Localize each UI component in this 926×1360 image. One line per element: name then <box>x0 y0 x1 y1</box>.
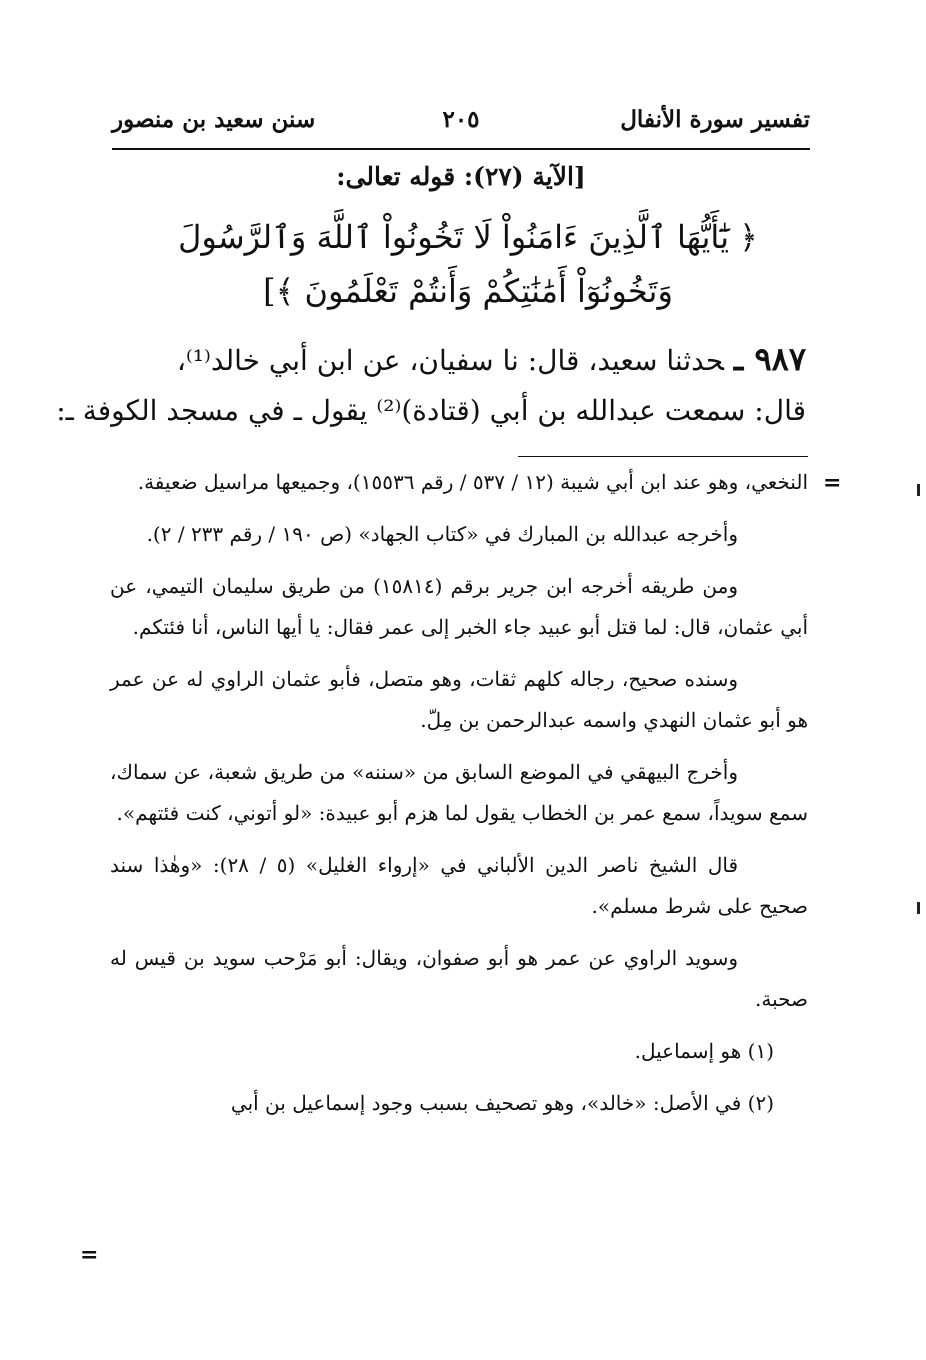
footnote-2: (٢) في الأصل: «خالد»، وهو تصحيف بسبب وجود إسماعيل بن أبي <box>230 1091 774 1115</box>
note-paragraph: وسنده صحيح، رجاله كلهم ثقات، وهو متصل، فأبو عثمان الراوي له عن عمر هو أبو عثمان النهدي واسمه عبدالرحمن بن مِلّ. <box>110 667 808 732</box>
note-paragraph: قال الشيخ ناصر الدين الألباني في «إرواء الغليل» (٥ / ٢٨): «وهٰذا سند صحيح على شرط مسلم». <box>110 853 808 918</box>
footnote-1: (١) هو إسماعيل. <box>634 1039 774 1063</box>
note-paragraph: وسويد الراوي عن عمر هو أبو صفوان، ويقال: أبو مَرْحب سويد بن قيس له صحبة. <box>110 946 808 1011</box>
footnote-separator <box>518 456 808 457</box>
header-surah-title: تفسير سورة الأنفال <box>620 106 810 133</box>
note-paragraph: ومن طريقه أخرجه ابن جرير برقم (١٥٨١٤) من طريق سليمان التيمي، عن أبي عثمان، قال: لما قتل أبو عبيد جاء الخبر إلى عمر فقال: يا أيها الناس، أنا فئتكم. <box>110 574 808 639</box>
continuation-mark: = <box>823 470 842 496</box>
page-number: ٢٠٥ <box>442 106 480 133</box>
hadith-number: ٩٨٧ ـ <box>733 340 806 378</box>
verse-heading: [الآية (٢٧): قوله تعالى: <box>336 162 586 191</box>
margin-mark <box>917 484 920 496</box>
note-paragraph: وأخرجه عبدالله بن المبارك في «كتاب الجهاد» (ص ١٩٠ / رقم ٢٣٣ / ٢). <box>146 522 738 546</box>
quran-verse-line-1: ﴿ يَٰٓأَيُّهَا ٱلَّذِينَ ءَامَنُواْ لَا تَخُونُواْ ٱللَّهَ وَٱلرَّسُولَ <box>178 218 758 256</box>
continuation-mark-end: = <box>80 1242 99 1268</box>
hadith-text-1: حدثنا سعيد، قال: نا سفيان، عن ابن أبي خالد⁽¹⁾، <box>176 344 724 377</box>
footnotes-section <box>110 462 808 1135</box>
note-paragraph: وأخرج البيهقي في الموضع السابق من «سننه» من طريق شعبة، عن سماك، سمع سويداً، سمع عمر بن الخطاب يقول لما هزم أبو عبيدة: «لو أتوني، كنت فئتهم». <box>110 760 808 825</box>
running-header <box>112 100 810 140</box>
header-book-title: سنن سعيد بن منصور <box>112 106 316 133</box>
hadith-line-2: قال: سمعت عبدالله بن أبي (قتادة)⁽²⁾ يقول ـ في مسجد الكوفة ـ: <box>56 394 806 427</box>
margin-mark <box>917 902 920 914</box>
quran-verse-line-2: وَتَخُونُوٓاْ أَمَٰنَٰتِكُمْ وَأَنتُمْ تَعْلَمُونَ ﴾] <box>263 272 673 310</box>
note-paragraph: النخعي، وهو عند ابن أبي شيبة (١٢ / ٥٣٧ / رقم ١٥٥٣٦)، وجميعها مراسيل ضعيفة. <box>137 470 808 494</box>
header-divider <box>112 148 810 150</box>
hadith-line-1 <box>112 340 806 378</box>
